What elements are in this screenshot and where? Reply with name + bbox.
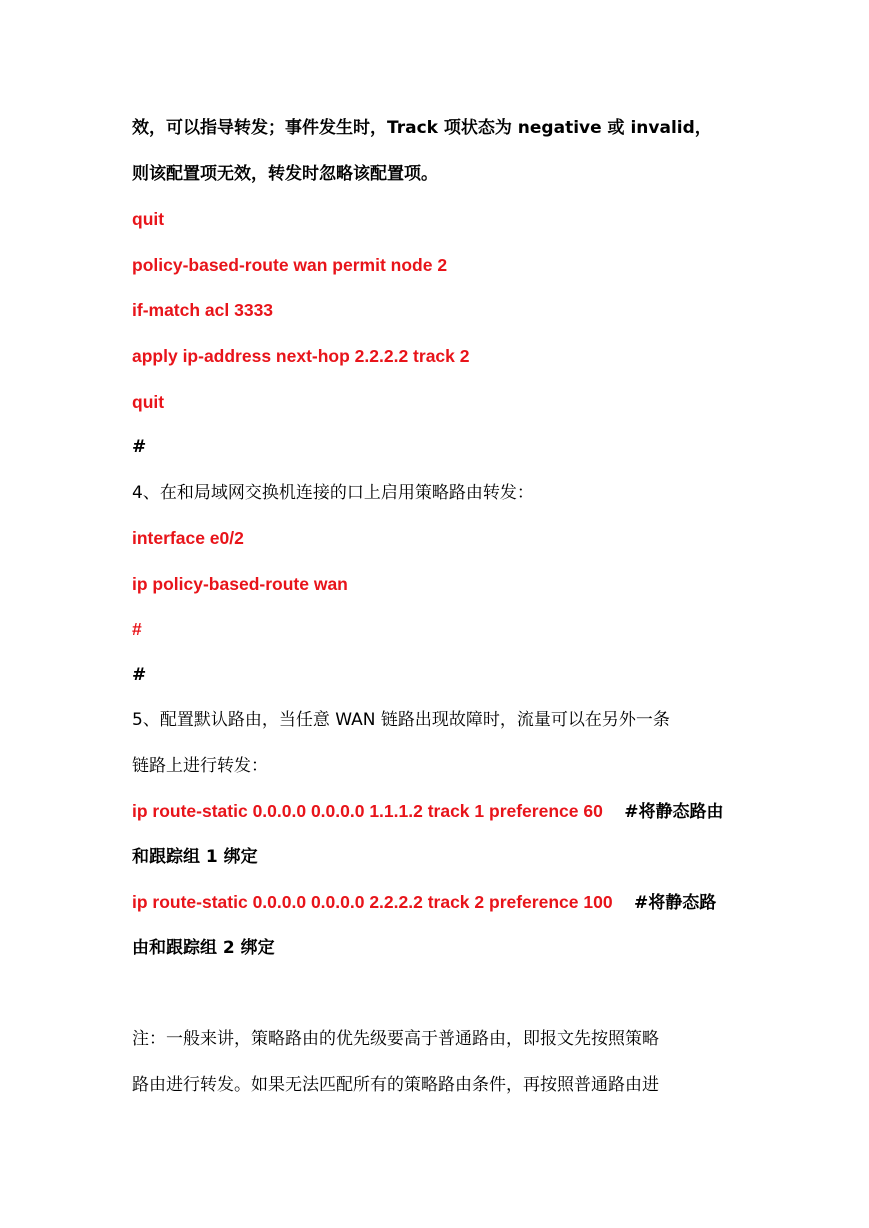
config-comment-cont: 由和跟踪组 2 绑定 [132,938,275,958]
config-command: policy-based-route wan permit node 2 [132,255,448,275]
config-separator: # [132,619,142,639]
config-command: ip route-static 0.0.0.0 0.0.0.0 1.1.1.2 track 1 preference 60 [132,801,603,821]
config-separator: # [132,437,147,457]
config-command: apply ip-address next-hop 2.2.2.2 track 2 [132,346,470,366]
note-paragraph: 注：一般来讲，策略路由的优先级要高于普通路由，即报文先按照策略 [132,1029,659,1049]
paragraph-line: 则该配置项无效，转发时忽略该配置项。 [132,164,438,184]
config-command: if-match acl 3333 [132,300,274,320]
config-command: quit [132,209,165,229]
config-command: ip policy-based-route wan [132,574,348,594]
config-comment-cont: 和跟踪组 1 绑定 [132,847,258,867]
config-comment: #将静态路 [633,893,717,913]
config-command: quit [132,392,165,412]
config-command: ip route-static 0.0.0.0 0.0.0.0 2.2.2.2 track 2 preference 100 [132,892,613,912]
config-comment: #将静态路由 [624,802,724,822]
paragraph-line: 效，可以指导转发；事件发生时，Track 项状态为 negative 或 invalid， [132,118,712,138]
step-heading: 5、配置默认路由，当任意 WAN 链路出现故障时，流量可以在另外一条 [132,710,670,730]
step-heading-cont: 链路上进行转发： [132,756,268,776]
note-paragraph: 路由进行转发。如果无法匹配所有的策略路由条件，再按照普通路由进 [132,1075,659,1095]
config-separator: # [132,665,147,685]
config-command-with-comment [132,799,723,824]
step-heading: 4、在和局域网交换机连接的口上启用策略路由转发： [132,483,534,503]
config-command-with-comment [132,890,716,915]
config-command: interface e0/2 [132,528,244,548]
